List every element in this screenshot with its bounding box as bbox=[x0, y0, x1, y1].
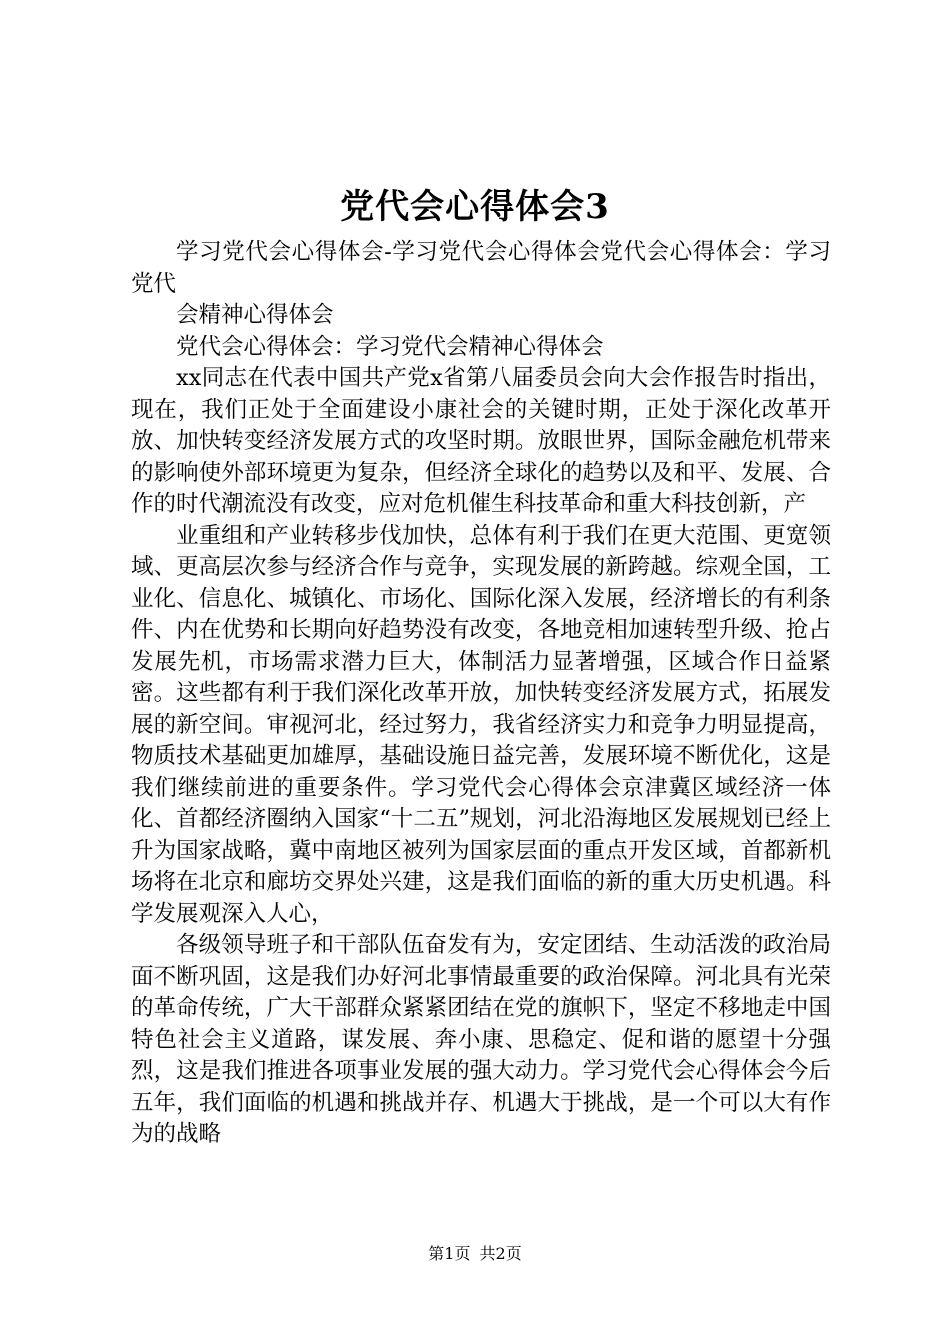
page-number-current: 第1页 bbox=[428, 1244, 471, 1263]
page-footer bbox=[0, 1242, 950, 1266]
document-body bbox=[131, 237, 831, 1151]
paragraph: 业重组和产业转移步伐加快，总体有利于我们在更大范围、更宽领域、更高层次参与经济合作与竞争，实现发展的新跨越。综观全国，工业化、信息化、城镇化、市场化、国际化深入发展，经济增长的有利条件、内在优势和长期向好趋势没有改变，各地竞相加速转型升级、抢占发展先机，市场需求潜力巨大，体制活力显著增强，区域合作日益紧密。这些都有利于我们深化改革开放，加快转变经济发展方式，拓展发展的新空间。审视河北，经过努力，我省经济实力和竞争力明显提高，物质技术基础更加雄厚，基础设施日益完善，发展环境不断优化，这是我们继续前进的重要条件。学习党代会心得体会京津冀区域经济一体化、首都经济圈纳入国家“十二五”规划，河北沿海地区发展规划已经上升为国家战略，冀中南地区被列为国家层面的重点开发区域，首都新机场将在北京和廊坊交界处兴建，这是我们面临的新的重大历史机遇。科学发展观深入人心， bbox=[131, 522, 831, 927]
document-title: 党代会心得体会3 bbox=[340, 187, 610, 227]
paragraph: 会精神心得体会 bbox=[176, 302, 334, 328]
paragraph: 各级领导班子和干部队伍奋发有为，安定团结、生动活泼的政治局面不断巩固，这是我们办好河北事情最重要的政治保障。河北具有光荣的革命传统，广大干部群众紧紧团结在党的旗帜下，坚定不移地走中国特色社会主义道路，谋发展、奔小康、思稳定、促和谐的愿望十分强烈，这是我们推进各项事业发展的强大动力。学习党代会心得体会今后五年，我们面临的机遇和挑战并存、机遇大于挑战，是一个可以大有作为的战略 bbox=[131, 932, 831, 1147]
paragraph: 党代会心得体会：学习党代会精神心得体会 bbox=[176, 333, 604, 360]
paragraph: xx同志在代表中国共产党x省第八届委员会向大会作报告时指出，现在，我们正处于全面建设小康社会的关键时期，正处于深化改革开放、加快转变经济发展方式的攻坚时期。放眼世界，国际金融危机带来的影响使外部环境更为复杂，但经济全球化的趋势以及和平、发展、合作的时代潮流没有改变，应对危机催生科技革命和重大科技创新，产 bbox=[131, 365, 831, 517]
page-number-total: 共2页 bbox=[479, 1244, 522, 1263]
paragraph: 学习党代会心得体会-学习党代会心得体会党代会心得体会：学习党代 bbox=[131, 239, 831, 297]
